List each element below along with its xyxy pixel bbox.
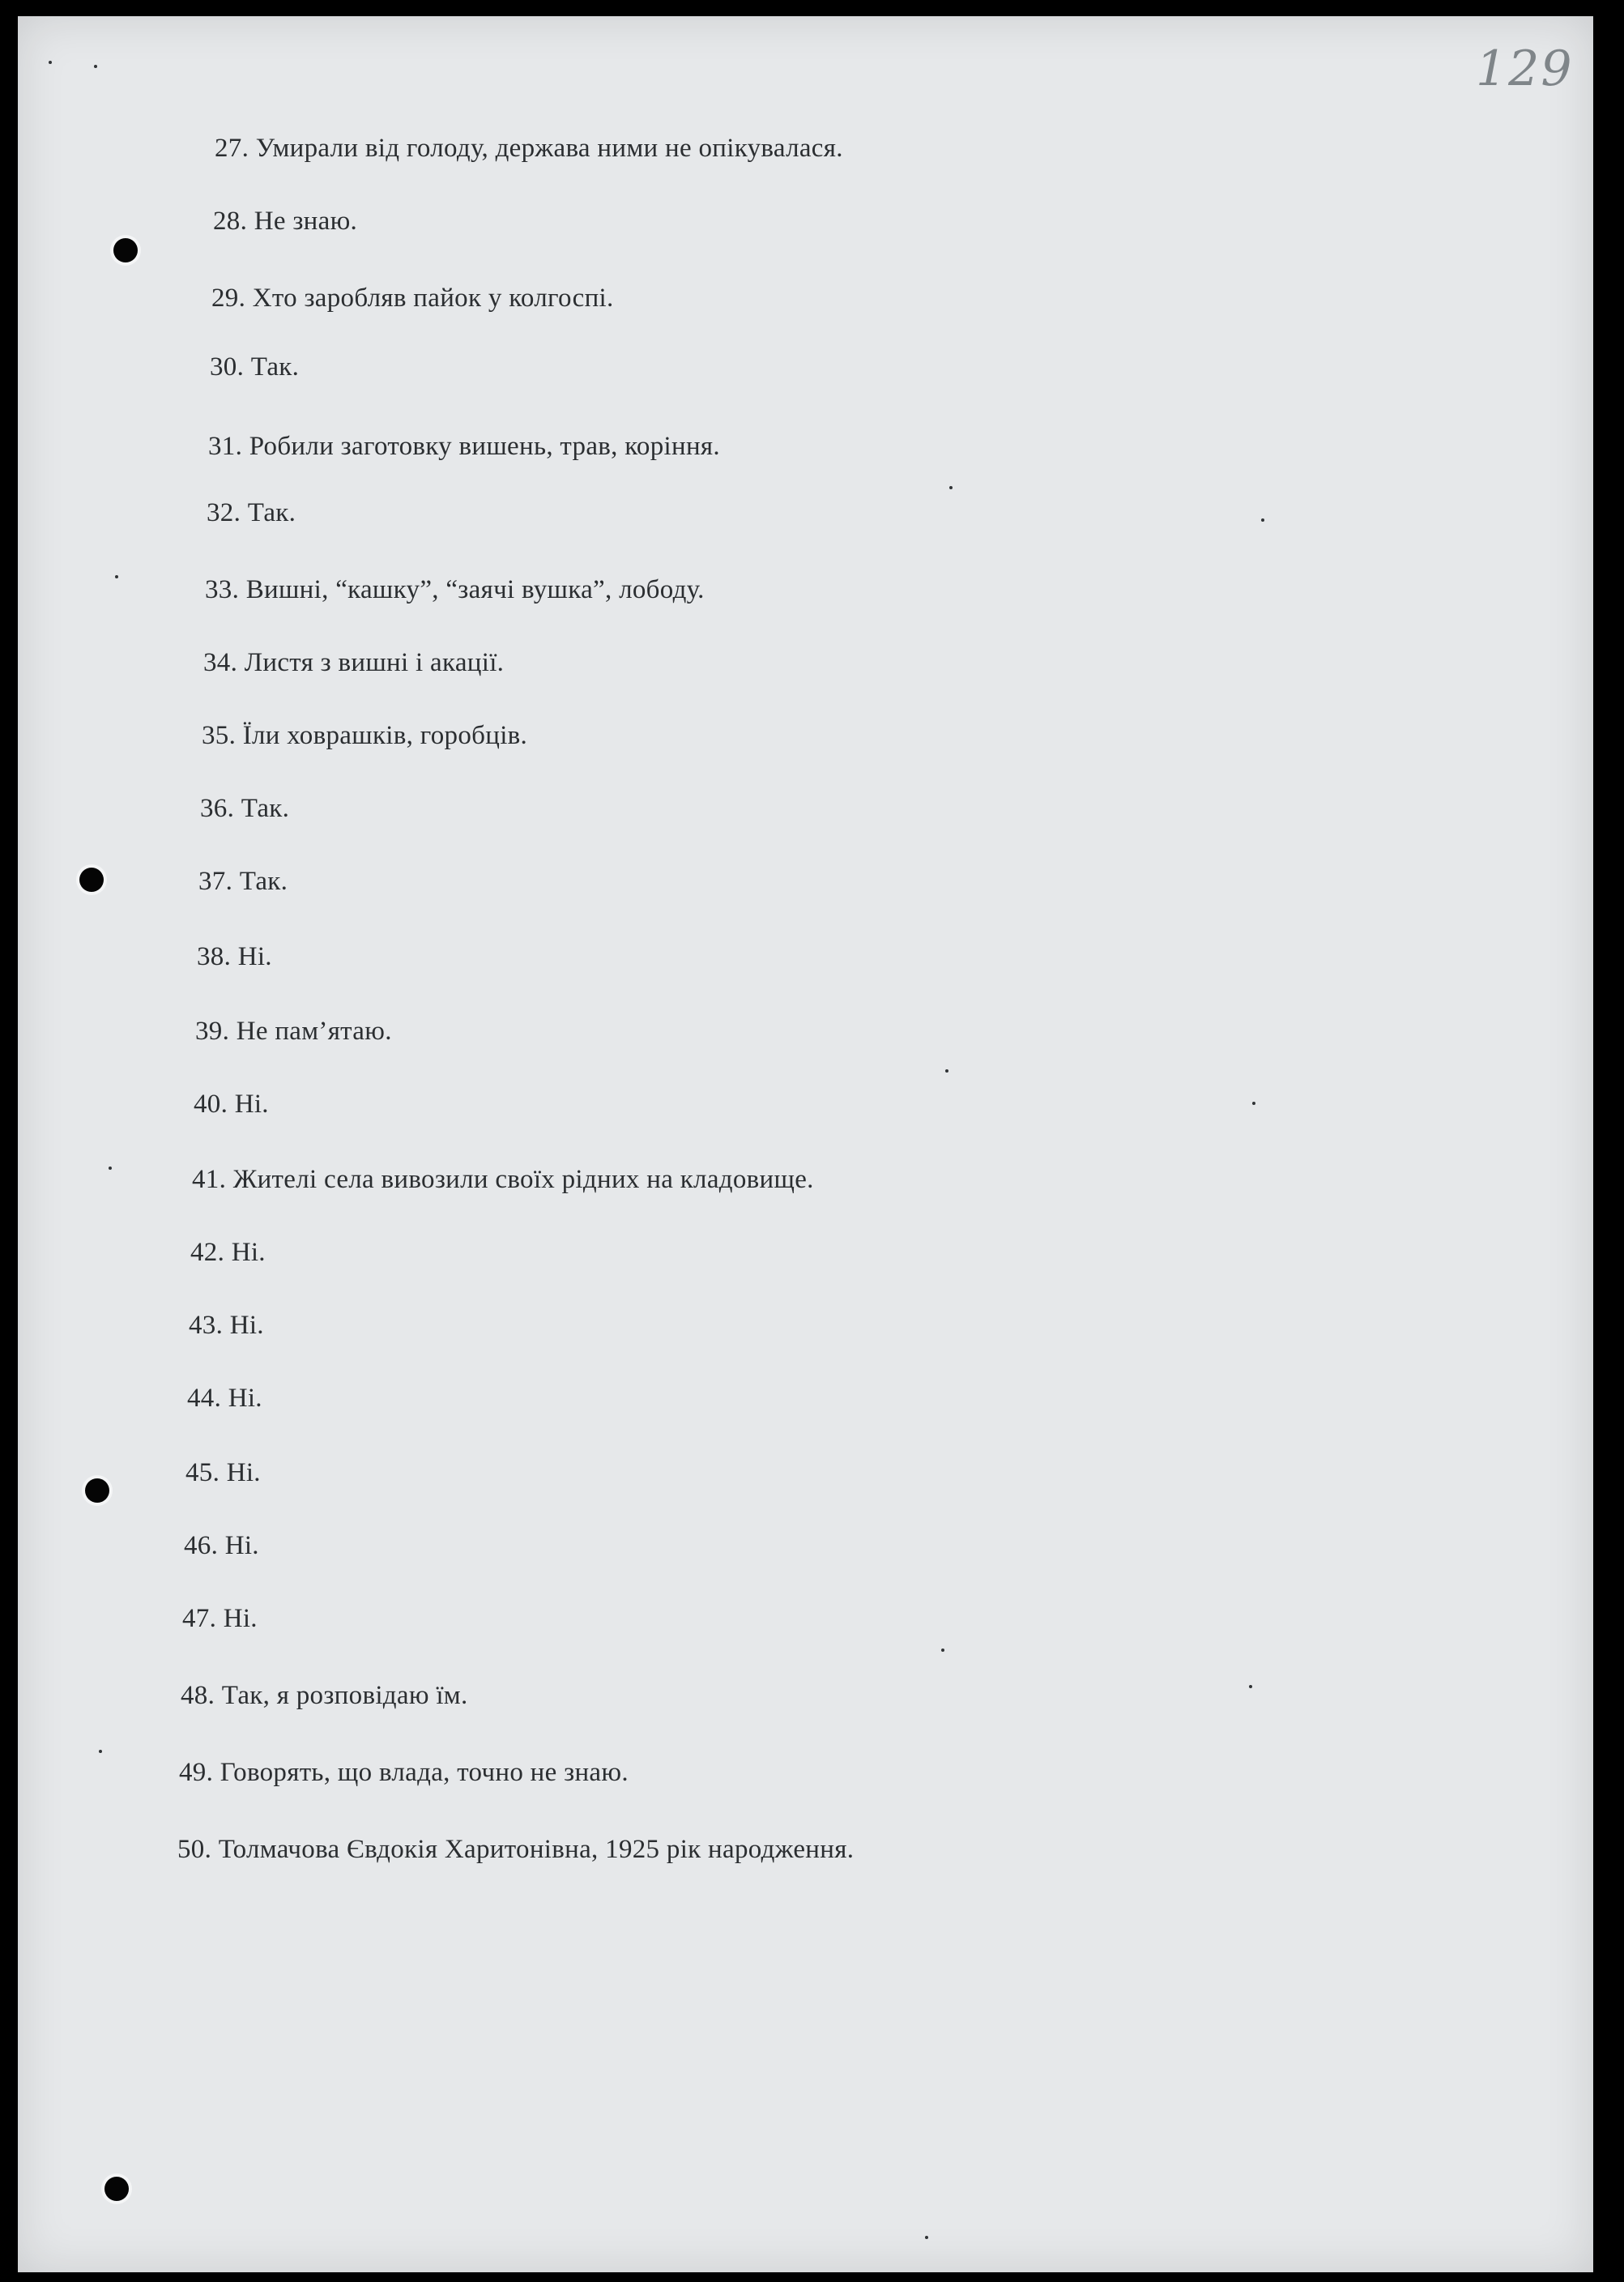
answer-list <box>18 16 1593 2272</box>
answer-47: 47. Ні. <box>182 1604 258 1633</box>
answer-38: 38. Ні. <box>197 942 272 971</box>
answer-41: 41. Жителі села вивозили своїх рідних на кладовище. <box>192 1165 814 1194</box>
answer-30: 30. Так. <box>210 352 300 382</box>
answer-44: 44. Ні. <box>187 1384 262 1413</box>
answer-31: 31. Робили заготовку вишень, трав, коріння. <box>208 432 720 461</box>
answer-32: 32. Так. <box>207 498 296 527</box>
answer-27: 27. Умирали від голоду, держава ними не опікувалася. <box>215 134 843 163</box>
answer-29: 29. Хто заробляв пайок у колгоспі. <box>211 284 614 313</box>
answer-28: 28. Не знаю. <box>213 207 358 236</box>
document-page <box>18 16 1593 2272</box>
answer-35: 35. Їли ховрашків, горобців. <box>202 721 528 750</box>
answer-34: 34. Листя з вишні і акації. <box>203 648 505 677</box>
page-number: 129 <box>1476 41 1574 97</box>
answer-48: 48. Так, я розповідаю їм. <box>181 1681 468 1710</box>
answer-46: 46. Ні. <box>184 1531 259 1560</box>
answer-49: 49. Говорять, що влада, точно не знаю. <box>179 1758 629 1787</box>
answer-45: 45. Ні. <box>185 1458 261 1487</box>
answer-43: 43. Ні. <box>189 1311 264 1340</box>
answer-40: 40. Ні. <box>194 1090 269 1119</box>
answer-37: 37. Так. <box>198 867 288 896</box>
answer-33: 33. Вишні, “кашку”, “заячі вушка”, лободу. <box>205 575 705 604</box>
answer-39: 39. Не пам’ятаю. <box>195 1017 392 1046</box>
answer-36: 36. Так. <box>200 794 290 823</box>
answer-42: 42. Ні. <box>190 1238 266 1267</box>
answer-50: 50. Толмачова Євдокія Харитонівна, 1925 рік народження. <box>177 1835 855 1864</box>
